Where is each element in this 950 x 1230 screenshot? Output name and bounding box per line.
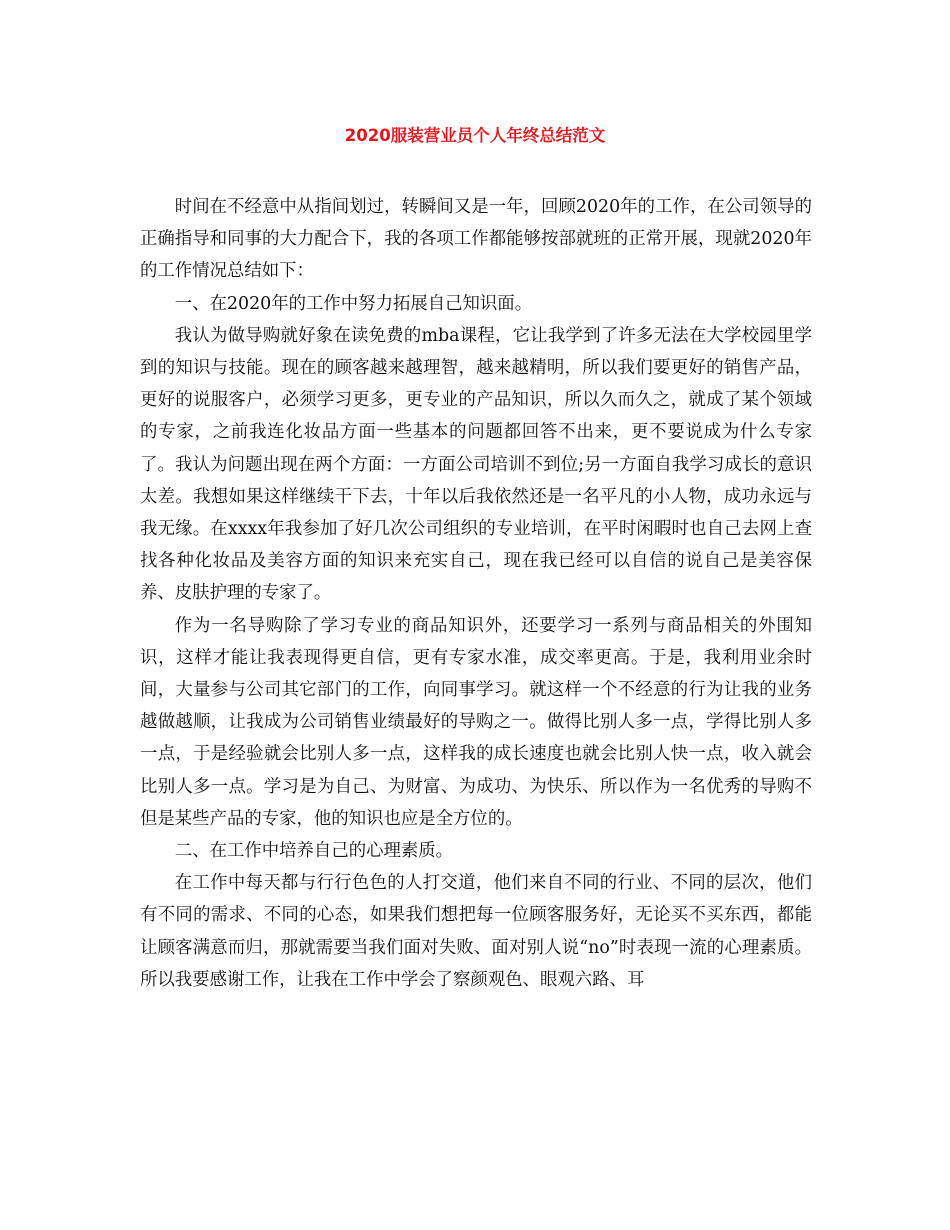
paragraph-intro: 时间在不经意中从指间划过，转瞬间又是一年，回顾2020年的工作，在公司领导的正确指导和同事的大力配合下，我的各项工作都能够按部就班的正常开展，现就2020年的工作情况总结如下： — [140, 197, 812, 282]
paragraph-learning: 作为一名导购除了学习专业的商品知识外，还要学习一系列与商品相关的外围知识，这样才能让我表现得更自信，更有专家水准，成交率更高。于是，我利用业余时间，大量参与公司其它部门的工作，向同事学习。就这样一个不经意的行为让我的业务越做越顺，让我成为公司销售业绩最好的导购之一。做得比别人多一点，学得比别人多一点，于是经验就会比别人多一点，这样我的成长速度也就会比别人快一点，收入就会比别人多一点。学习是为自己、为财富、为成功、为快乐、所以作为一名优秀的导购不但是某些产品的专家，他的知识也应是全方位的。 — [140, 615, 812, 829]
paragraph-knowledge: 我认为做导购就好象在读免费的mba课程，它让我学到了许多无法在大学校园里学到的知识与技能。现在的顾客越来越理智，越来越精明，所以我们要更好的销售产品，更好的说服客户，必须学习更多，更专业的产品知识，所以久而久之，就成了某个领域的专家，之前我连化妆品方面一些基本的问题都回答不出来，更不要说成为什么专家了。我认为问题出现在两个方面：一方面公司培训不到位;另一方面自我学习成长的意识太差。我想如果这样继续干下去，十年以后我依然还是一名平凡的小人物，成功永远与我无缘。在xxxx年我参加了好几次公司组织的专业培训，在平时闲暇时也自己去网上查找各种化妆品及美容方面的知识来充实自己，现在我已经可以自信的说自己是美容保养、皮肤护理的专家了。 — [140, 325, 812, 604]
document-body — [140, 191, 812, 996]
section-heading-2: 二、在工作中培养自己的心理素质。 — [174, 841, 454, 862]
paragraph-psychology: 在工作中每天都与行行色色的人打交道，他们来自不同的行业、不同的层次，他们有不同的需求、不同的心态，如果我们想把每一位顾客服务好，无论买不买东西，都能让顾客满意而归，那就需要当我们面对失败、面对别人说“no”时表现一流的心理素质。所以我要感谢工作，让我在工作中学会了察颜观色、眼观六路、耳 — [140, 873, 812, 990]
document-title: 2020服装营业员个人年终总结范文 — [344, 126, 606, 145]
section-heading-1: 一、在2020年的工作中努力拓展自己知识面。 — [174, 293, 533, 314]
